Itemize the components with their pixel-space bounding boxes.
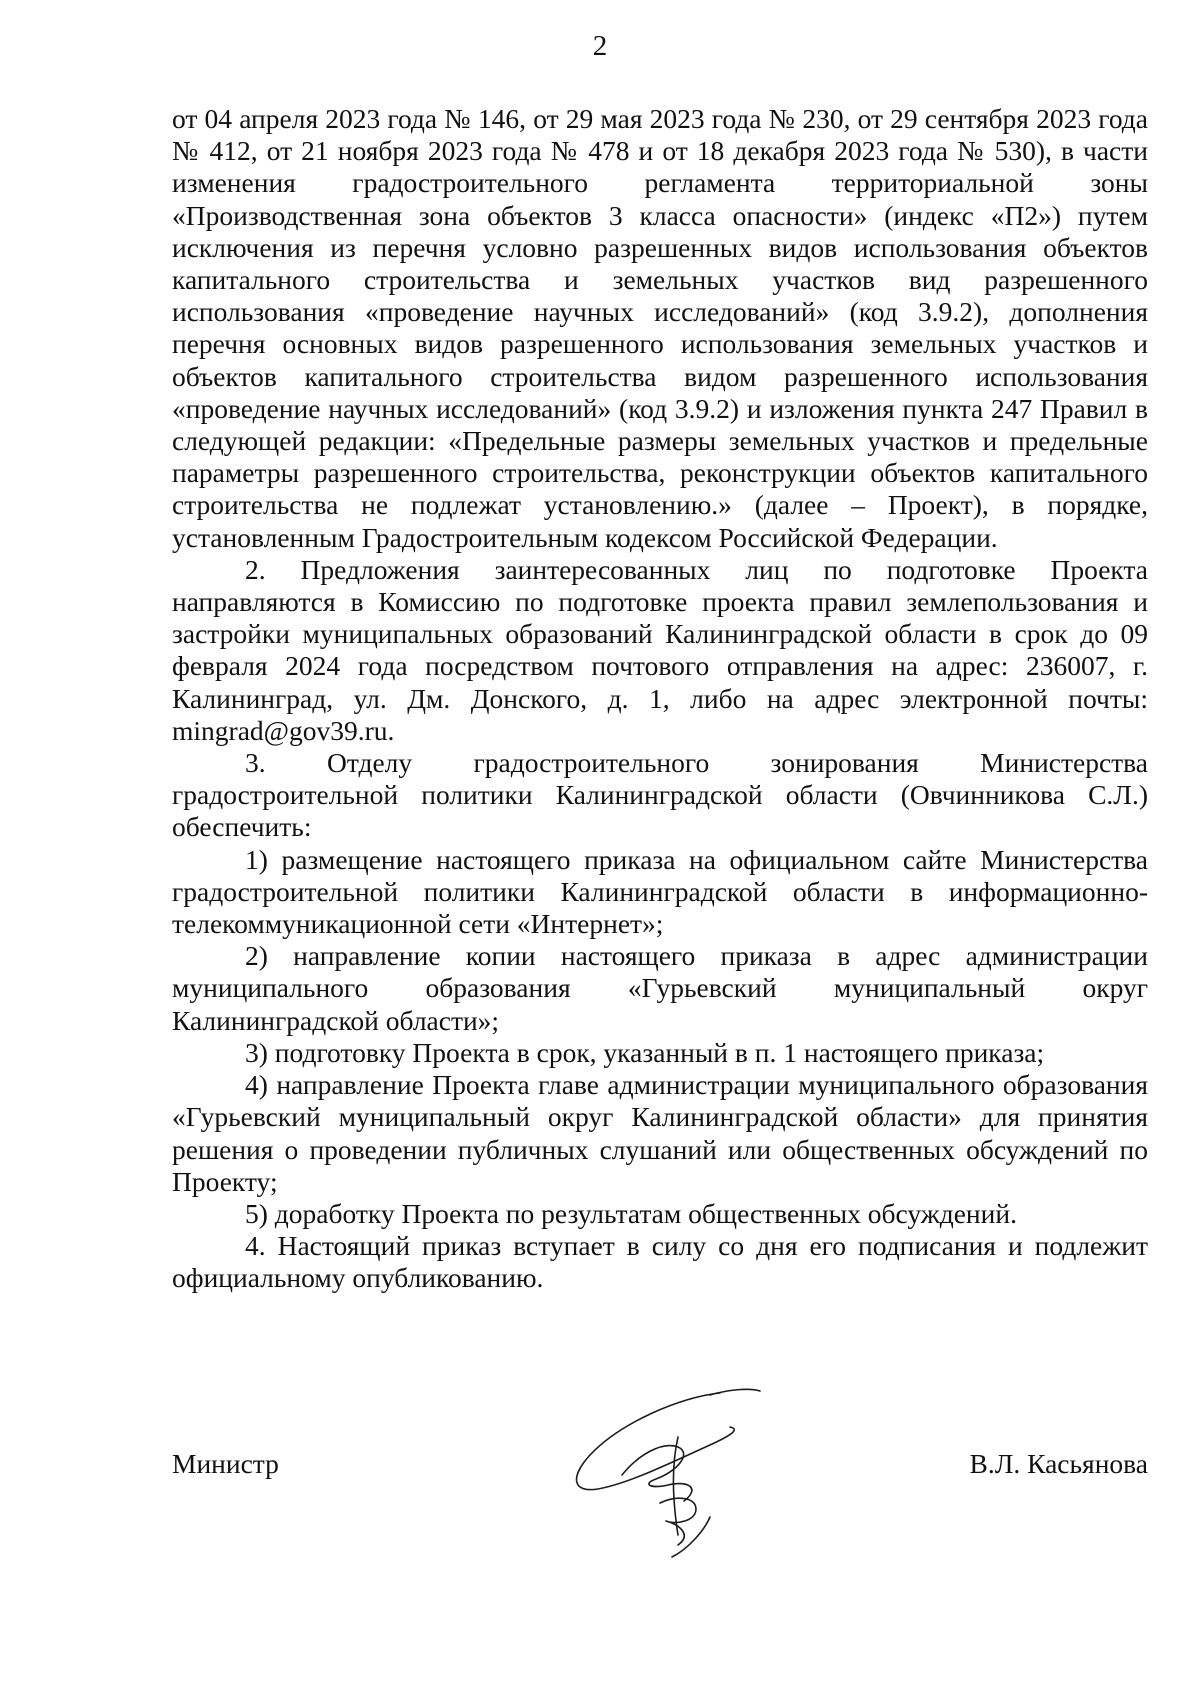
signature-stroke-down: [674, 1437, 679, 1535]
signature-stroke-hook: [660, 1498, 696, 1545]
signer-name: В.Л. Касьянова: [969, 1448, 1148, 1479]
paragraph-item-3-1: 1) размещение настоящего приказа на официальном сайте Министерства градостроительной политики Калининградской области в информационно-телекоммуникационной сети «Интернет»;: [172, 843, 1148, 940]
handwritten-signature: [560, 1385, 780, 1560]
paragraph-item-3-2: 2) направление копии настоящего приказа в адрес администрации муниципального образования «Гурьевский муниципальный округ Калининградской области»;: [172, 940, 1148, 1036]
paragraph-continuation: от 04 апреля 2023 года № 146, от 29 мая 2023 года № 230, от 29 сентября 2023 года № 412, от 21 ноября 2023 года № 478 и от 18 декабря 2023 года № 530), в части изменения градостроительного регламента территориальной зоны «Производственная зона объектов 3 класса опасности» (индекс «П2») путем исключения из перечня условно разрешенных видов использования объектов капитального строительства и земельных участков вид разрешенного использования «проведение научных исследований» (код 3.9.2), дополнения перечня основных видов разрешенного использования земельных участков и объектов капитального строительства видом разрешенного использования «проведение научных исследований» (код 3.9.2) и изложения пункта 247 Правил в следующей редакции: «Предельные размеры земельных участков и предельные параметры разрешенного строительства, реконструкции объектов капитального строительства не подлежат установлению.» (далее – Проект), в порядке, установленным Градостроительным кодексом Российской Федерации.: [172, 103, 1148, 553]
document-body: [172, 103, 1148, 1295]
paragraph-item-2: 2. Предложения заинтересованных лиц по подготовке Проекта направляются в Комиссию по подготовке проекта правил землепользования и застройки муниципальных образований Калининградской области в срок до 09 февраля 2024 года посредством почтового отправления на адрес: 236007, г. Калининград, ул. Дм. Донского, д. 1, либо на адрес электронной почты: mingrad@gov39.ru.: [172, 553, 1148, 746]
paragraph-item-3-5: 5) доработку Проекта по результатам общественных обсуждений.: [245, 1197, 1017, 1229]
paragraph-item-3-3: 3) подготовку Проекта в срок, указанный в п. 1 настоящего приказа;: [245, 1036, 1045, 1068]
signature-stroke-loop: [622, 1446, 692, 1501]
signature-stroke-swoop: [577, 1393, 735, 1490]
paragraph-item-3-4: 4) направление Проекта главе администрации муниципального образования «Гурьевский муниципальный округ Калининградской области» для принятия решения о проведении публичных слушаний или общественных обсуждений по Проекту;: [172, 1069, 1148, 1197]
signature-stroke-top: [710, 1389, 760, 1395]
signer-title: Министр: [172, 1448, 279, 1479]
page-number: 2: [592, 30, 608, 62]
paragraph-item-4: 4. Настоящий приказ вступает в силу со дня его подписания и подлежит официальному опубликованию.: [172, 1230, 1148, 1294]
paragraph-item-3: 3. Отделу градостроительного зонирования Министерства градостроительной политики Калининградской области (Овчинникова С.Л.) обеспечить:: [172, 747, 1148, 843]
